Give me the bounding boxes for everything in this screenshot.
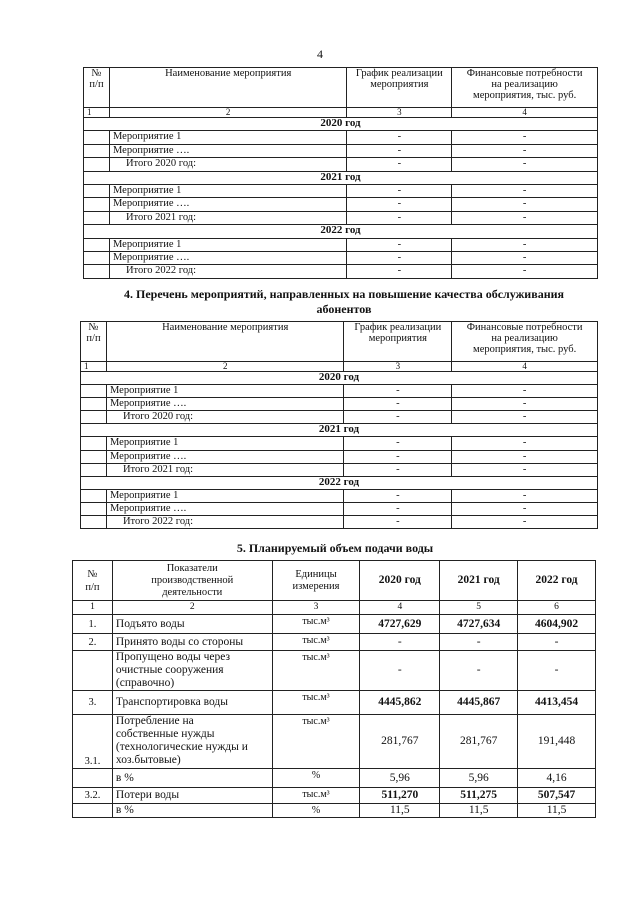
finance-value: -	[452, 131, 598, 144]
row-num	[84, 131, 110, 144]
table-row	[81, 489, 598, 502]
value-cell: 281,767	[360, 715, 440, 769]
activity-name: Мероприятие ….	[109, 198, 346, 211]
activity-name: Мероприятие ….	[106, 450, 343, 463]
row-num	[73, 651, 113, 691]
total-row	[84, 158, 598, 171]
value-cell: 281,767	[440, 715, 518, 769]
schedule-value: -	[344, 516, 452, 529]
year-heading: 2022 год	[84, 225, 598, 238]
value-cell: 191,448	[518, 715, 596, 769]
total-label: Итого 2021 год:	[106, 463, 343, 476]
row-num: 2.	[73, 634, 113, 651]
schedule-value: -	[347, 265, 452, 278]
schedule-value: -	[347, 211, 452, 224]
table-row	[73, 804, 596, 818]
activity-name: Мероприятие 1	[109, 238, 346, 251]
value-cell: -	[440, 651, 518, 691]
indicator-name: в %	[112, 804, 272, 818]
row-num	[81, 502, 107, 515]
value-cell: -	[440, 634, 518, 651]
col-number: 4	[452, 108, 598, 118]
indicator-name: Подъято воды	[112, 615, 272, 634]
col-finance-header: Финансовые потребности на реализацию мероприятия, тыс. руб.	[452, 68, 598, 108]
total-row	[81, 463, 598, 476]
value-cell: 511,270	[360, 788, 440, 804]
row-num	[84, 144, 110, 157]
table-row	[84, 131, 598, 144]
row-num	[81, 463, 107, 476]
year-heading: 2021 год	[84, 171, 598, 184]
col-number: 4	[360, 601, 440, 615]
unit-value: тыс.м³	[272, 691, 360, 715]
schedule-value: -	[344, 385, 452, 398]
unit-value: тыс.м³	[272, 788, 360, 804]
col-number: 1	[73, 601, 113, 615]
activity-name: Мероприятие ….	[106, 502, 343, 515]
activity-name: Мероприятие 1	[106, 385, 343, 398]
row-num	[81, 489, 107, 502]
value-cell: 4413,454	[518, 691, 596, 715]
finance-value: -	[452, 463, 598, 476]
value-cell: -	[518, 651, 596, 691]
row-num	[84, 198, 110, 211]
value-cell: 11,5	[440, 804, 518, 818]
finance-value: -	[452, 398, 598, 411]
row-num	[84, 211, 110, 224]
row-num: 3.	[73, 691, 113, 715]
col-number: 3	[272, 601, 360, 615]
table-row	[81, 450, 598, 463]
col-num-header: № п/п	[81, 322, 107, 362]
schedule-value: -	[347, 238, 452, 251]
col-number: 2	[106, 362, 343, 372]
col-num-header: № п/п	[84, 68, 110, 108]
finance-value: -	[452, 516, 598, 529]
section-5-title: 5. Планируемый объем подачи воды	[236, 541, 434, 555]
activity-name: Мероприятие 1	[106, 489, 343, 502]
col-schedule-header: График реализации мероприятия	[344, 322, 452, 362]
indicator-name: Потребление на собственные нужды (технологические нужды и хоз.бытовые)	[112, 715, 272, 769]
schedule-value: -	[347, 144, 452, 157]
row-num	[84, 184, 110, 197]
unit-value: тыс.м³	[272, 715, 360, 769]
schedule-value: -	[344, 437, 452, 450]
col-schedule-header: График реализации мероприятия	[347, 68, 452, 108]
unit-value: тыс.м³	[272, 634, 360, 651]
schedule-value: -	[344, 502, 452, 515]
unit-value: %	[272, 804, 360, 818]
col-num-header: № п/п	[73, 561, 113, 601]
col-2021-header: 2021 год	[440, 561, 518, 601]
total-row	[84, 265, 598, 278]
finance-value: -	[452, 265, 598, 278]
year-heading: 2020 год	[84, 118, 598, 131]
table-row	[81, 437, 598, 450]
value-cell: -	[518, 634, 596, 651]
finance-value: -	[452, 158, 598, 171]
schedule-value: -	[344, 411, 452, 424]
col-indicator-header: Показатели производственной деятельности	[112, 561, 272, 601]
schedule-value: -	[347, 184, 452, 197]
finance-value: -	[452, 385, 598, 398]
col-number: 1	[84, 108, 110, 118]
finance-value: -	[452, 144, 598, 157]
table-activities-2	[80, 321, 598, 529]
row-num	[81, 437, 107, 450]
page-number: 4	[317, 47, 323, 61]
activity-name: Мероприятие 1	[109, 131, 346, 144]
total-row	[84, 211, 598, 224]
value-cell: 5,96	[440, 769, 518, 788]
row-num: 1.	[73, 615, 113, 634]
col-number: 3	[347, 108, 452, 118]
table-row	[73, 715, 596, 769]
row-num	[73, 804, 113, 818]
total-label: Итого 2022 год:	[106, 516, 343, 529]
section-4-title: 4. Перечень мероприятий, направленных на повышение качества обслуживания абонентов	[123, 287, 565, 316]
col-name-header: Наименование мероприятия	[109, 68, 346, 108]
indicator-name: Потери воды	[112, 788, 272, 804]
indicator-name: в %	[112, 769, 272, 788]
col-2020-header: 2020 год	[360, 561, 440, 601]
value-cell: 4604,902	[518, 615, 596, 634]
table-row	[73, 769, 596, 788]
activity-name: Мероприятие ….	[109, 251, 346, 264]
row-num	[84, 158, 110, 171]
value-cell: 4,16	[518, 769, 596, 788]
finance-value: -	[452, 238, 598, 251]
finance-value: -	[452, 489, 598, 502]
schedule-value: -	[344, 398, 452, 411]
row-num	[84, 265, 110, 278]
activity-name: Мероприятие 1	[109, 184, 346, 197]
schedule-value: -	[347, 198, 452, 211]
activity-name: Мероприятие 1	[106, 437, 343, 450]
finance-value: -	[452, 437, 598, 450]
row-num: 3.1.	[73, 715, 113, 769]
col-number: 6	[518, 601, 596, 615]
unit-value: %	[272, 769, 360, 788]
finance-value: -	[452, 198, 598, 211]
total-label: Итого 2020 год:	[106, 411, 343, 424]
year-heading: 2020 год	[81, 372, 598, 385]
table-row	[84, 238, 598, 251]
table-activities-1	[83, 67, 598, 279]
total-row	[81, 516, 598, 529]
table-row	[81, 385, 598, 398]
row-num	[81, 385, 107, 398]
row-num	[73, 769, 113, 788]
col-unit-header: Единицы измерения	[272, 561, 360, 601]
table-row	[73, 788, 596, 804]
col-number: 3	[344, 362, 452, 372]
col-number: 4	[452, 362, 598, 372]
finance-value: -	[452, 411, 598, 424]
table-row	[73, 691, 596, 715]
value-cell: -	[360, 651, 440, 691]
finance-value: -	[452, 251, 598, 264]
row-num	[81, 398, 107, 411]
schedule-value: -	[347, 158, 452, 171]
row-num	[84, 251, 110, 264]
total-label: Итого 2020 год:	[109, 158, 346, 171]
value-cell: -	[360, 634, 440, 651]
col-number: 2	[112, 601, 272, 615]
table-row	[84, 184, 598, 197]
value-cell: 507,547	[518, 788, 596, 804]
table-row	[84, 198, 598, 211]
table-row	[73, 634, 596, 651]
year-heading: 2022 год	[81, 476, 598, 489]
year-heading: 2021 год	[81, 424, 598, 437]
indicator-name: Пропущено воды через очистные сооружения (справочно)	[112, 651, 272, 691]
value-cell: 4445,862	[360, 691, 440, 715]
value-cell: 11,5	[518, 804, 596, 818]
finance-value: -	[452, 211, 598, 224]
finance-value: -	[452, 502, 598, 515]
col-finance-header: Финансовые потребности на реализацию мероприятия, тыс. руб.	[452, 322, 598, 362]
schedule-value: -	[344, 463, 452, 476]
value-cell: 4445,867	[440, 691, 518, 715]
schedule-value: -	[344, 489, 452, 502]
unit-value: тыс.м³	[272, 615, 360, 634]
row-num	[81, 516, 107, 529]
table-row	[81, 502, 598, 515]
col-name-header: Наименование мероприятия	[106, 322, 343, 362]
schedule-value: -	[347, 131, 452, 144]
row-num	[81, 411, 107, 424]
finance-value: -	[452, 184, 598, 197]
row-num: 3.2.	[73, 788, 113, 804]
table-row	[84, 144, 598, 157]
col-number: 2	[109, 108, 346, 118]
col-2022-header: 2022 год	[518, 561, 596, 601]
value-cell: 5,96	[360, 769, 440, 788]
total-label: Итого 2021 год:	[109, 211, 346, 224]
table-row	[81, 398, 598, 411]
col-number: 5	[440, 601, 518, 615]
activity-name: Мероприятие ….	[106, 398, 343, 411]
value-cell: 11,5	[360, 804, 440, 818]
schedule-value: -	[347, 251, 452, 264]
row-num	[84, 238, 110, 251]
total-label: Итого 2022 год:	[109, 265, 346, 278]
value-cell: 4727,629	[360, 615, 440, 634]
table-water-supply	[72, 560, 596, 818]
table-row	[84, 251, 598, 264]
unit-value: тыс.м³	[272, 651, 360, 691]
row-num	[81, 450, 107, 463]
value-cell: 4727,634	[440, 615, 518, 634]
value-cell: 511,275	[440, 788, 518, 804]
schedule-value: -	[344, 450, 452, 463]
col-number: 1	[81, 362, 107, 372]
indicator-name: Транспортировка воды	[112, 691, 272, 715]
indicator-name: Принято воды со стороны	[112, 634, 272, 651]
total-row	[81, 411, 598, 424]
table-row	[73, 615, 596, 634]
finance-value: -	[452, 450, 598, 463]
activity-name: Мероприятие ….	[109, 144, 346, 157]
table-row	[73, 651, 596, 691]
